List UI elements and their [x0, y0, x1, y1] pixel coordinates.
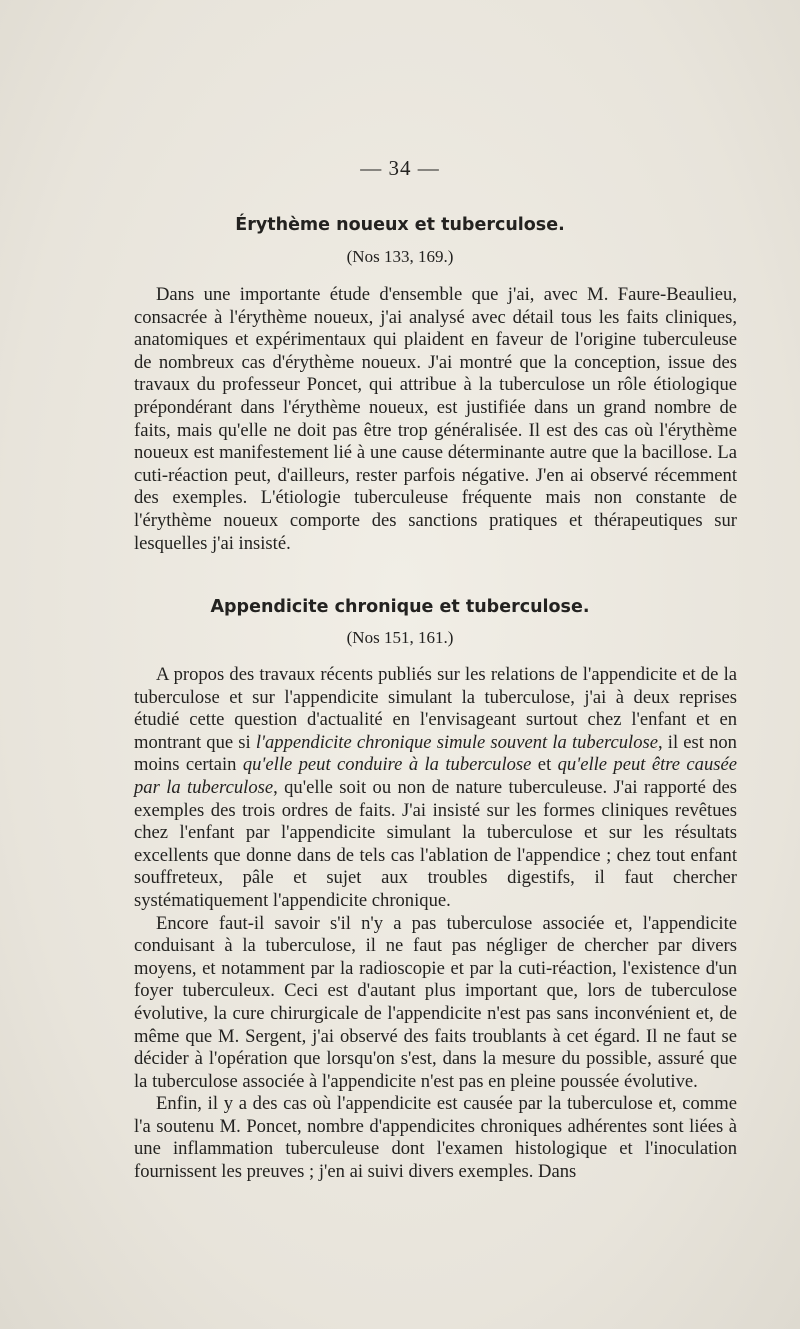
section-title-appendicite: Appendicite chronique et tuberculose. [210, 597, 590, 617]
italic-run: qu'elle peut être causée par la tuberculose [134, 754, 738, 798]
text-run: A propos des travaux récents publiés sur les relations de l'appendicite et de la tuberculose et sur l'appendicite simulant la tuberculose, j'ai à deux reprises étudié cette question d'actualité en l'envisageant surtout chez l'enfant et en montrant que si [134, 664, 737, 753]
section-ref-erytheme: (Nos 133, 169.) [346, 247, 454, 266]
text-run: , qu'elle soit ou non de nature tuberculeuse. J'ai rapporté des exemples des trois ordres de faits. J'ai insisté sur les formes cliniques revêtues chez l'enfant par l'appendicite simulant la tuberculose et sur les résultats excellents que donne dans de tels cas l'ablation de l'appendice ; chez tout enfant souffreteux, pâle et sujet aux troubles digestifs, il faut chercher systématiquement l'appendicite chronique. [134, 776, 737, 911]
section-ref-appendicite: (Nos 151, 161.) [346, 628, 454, 647]
paragraph: Enfin, il y a des cas où l'appendicite est causée par la tuberculose et, comme l'a soutenu M. Poncet, nombre d'appendicites chroniques adhérentes sont liées à une inflammation tuberculeuse dont l'examen histologique et l'inoculation fournissent les preuves ; j'en ai suivi divers exemples. Dans [134, 1093, 737, 1183]
section-body-erytheme [134, 284, 737, 555]
section-body-appendicite [134, 664, 737, 1184]
italic-run: l'appendicite chronique simule souvent la tuberculose [255, 731, 659, 753]
paragraph: Dans une importante étude d'ensemble que j'ai, avec M. Faure-Beaulieu, consacrée à l'érythème noueux, j'ai analysé avec détail tous les faits cliniques, anatomiques et expérimentaux qui plaident en faveur de l'origine tuberculeuse de nombreux cas d'érythème noueux. J'ai montré que la conception, issue des travaux du professeur Poncet, qui attribue à la tuberculose un rôle étiologique prépondérant dans l'érythème noueux, est justifiée dans un grand nombre de faits, mais qu'elle ne doit pas être trop généralisée. Il est des cas où l'érythème noueux est manifestement lié à une cause déterminante autre que la bacillose. La cuti-réaction peut, d'ailleurs, rester parfois négative. J'en ai observé récemment des exemples. L'étiologie tuberculeuse fréquente mais non constante de l'érythème noueux comporte des sanctions pratiques et thérapeutiques sur lesquelles j'ai insisté. [134, 284, 737, 554]
page-number: — 34 — [360, 156, 440, 180]
italic-run: qu'elle peut conduire à la tuberculose [242, 754, 532, 776]
paragraph [134, 664, 737, 913]
section-title-erytheme: Érythème noueux et tuberculose. [235, 215, 565, 235]
paragraph: Encore faut-il savoir s'il n'y a pas tuberculose associée et, l'appendicite conduisant à la tuberculose, il ne faut pas négliger de chercher par divers moyens, et notamment par la radioscopie et par la cuti-réaction, l'existence d'un foyer tuberculeux. Ceci est d'autant plus important que, lors de tuberculose évolutive, la cure chirurgicale de l'appendicite n'est pas sans inconvénient et, de même que M. Sergent, j'ai observé des faits troublants à cet égard. Il ne faut se décider à l'opération que lorsqu'on s'est, dans la mesure du possible, assuré que la tuberculose associée à l'appendicite n'est pas en pleine poussée évolutive. [134, 912, 737, 1092]
text-run: et [531, 754, 558, 776]
text-run: , il est non moins certain [134, 731, 737, 776]
